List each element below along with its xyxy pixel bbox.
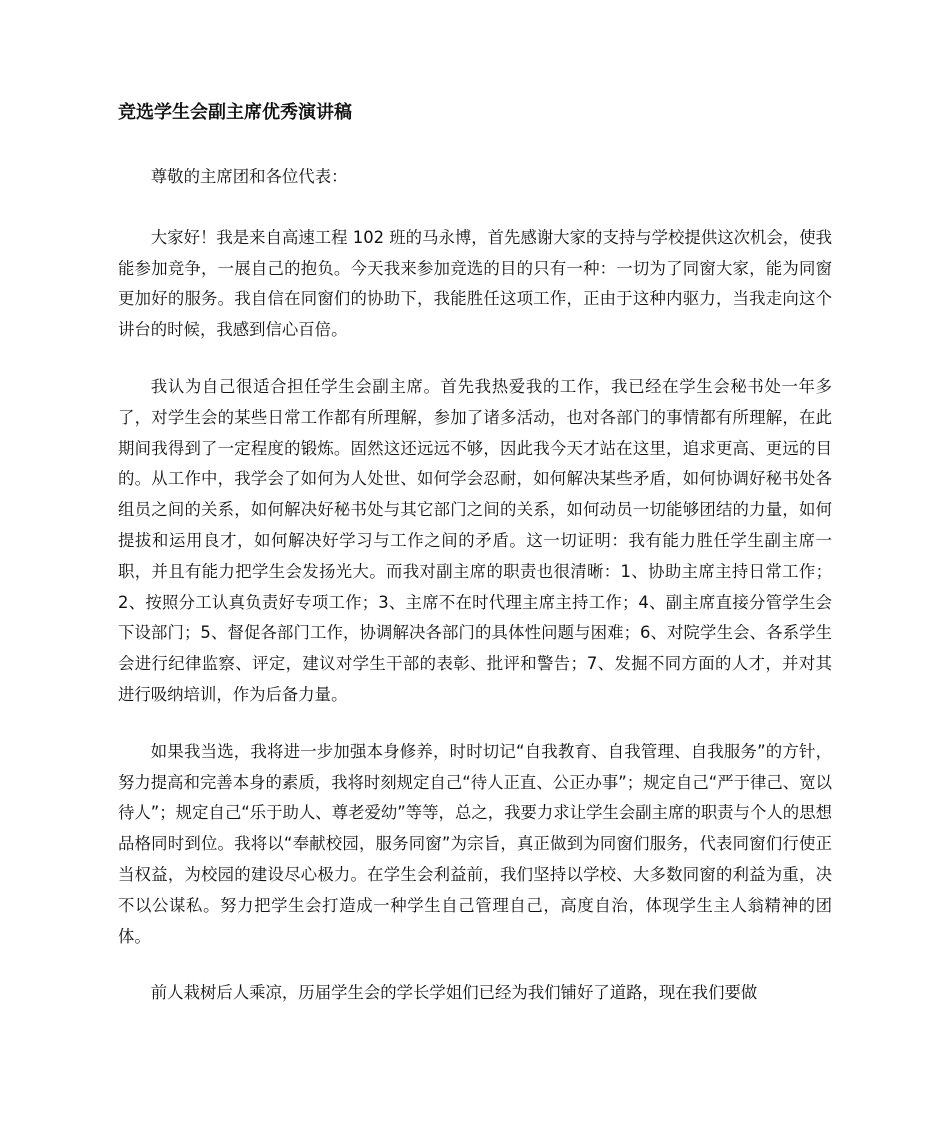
speech-content [118,162,832,1009]
document-title: 竞选学生会副主席优秀演讲稿 [118,102,352,123]
paragraph-commitments: 如果我当选，我将进一步加强本身修养，时时切记“自我教育、自我管理、自我服务”的方针，努力提高和完善本身的素质，我将时刻规定自己“待人正直、公正办事”；规定自己“严于律己、宽以待人”；规定自己“乐于助人、尊老爱幼”等等，总之，我要力求让学生会副主席的职责与个人的思想品格同时到位。我将以“奉献校园，服务同窗”为宗旨，真正做到为同窗们服务，代表同窗们行使正当权益，为校园的建设尽心极力。在学生会利益前，我们坚持以学校、大多数同窗的利益为重，决不以公谋私。努力把学生会打造成一种学生自己管理自己，高度自治，体现学生主人翁精神的团体。 [118,741,832,946]
paragraph-qualifications: 我认为自己很适合担任学生会副主席。首先我热爱我的工作，我已经在学生会秘书处一年多了，对学生会的某些日常工作都有所理解，参加了诸多活动，也对各部门的事情都有所理解，在此期间我得到了一定程度的锻炼。固然这还远远不够，因此我今天才站在这里，追求更高、更远的目的。从工作中，我学会了如何为人处世、如何学会忍耐，如何解决某些矛盾，如何协调好秘书处各组员之间的关系，如何解决好秘书处与其它部门之间的关系，如何动员一切能够团结的力量，如何提拔和运用良才，如何解决好学习与工作之间的矛盾。这一切证明：我有能力胜任学生副主席一职，并且有能力把学生会发扬光大。而我对副主席的职责也很清晰：1、协助主席主持日常工作；2、按照分工认真负责好专项工作；3、主席不在时代理主席主持工作；4、副主席直接分管学生会下设部门；5、督促各部门工作，协调解决各部门的具体性问题与困难；6、对院学生会、各系学生会进行纪律监察、评定，建议对学生干部的表彰、批评和警告；7、发掘不同方面的人才，并对其进行吸纳培训，作为后备力量。 [118,376,832,704]
paragraph-continuation: 前人栽树后人乘凉，历届学生会的学长学姐们已经为我们铺好了道路，现在我们要做 [150,983,758,1003]
salutation: 尊敬的主席团和各位代表： [150,167,348,186]
paragraph-introduction: 大家好！我是来自高速工程 102 班的马永博，首先感谢大家的支持与学校提供这次机会，使我能参加竞争，一展自己的抱负。今天我来参加竞选的目的只有一种：一切为了同窗大家，能为同窗更加好的服务。我自信在同窗们的协助下，我能胜任这项工作，正由于这种内驱力，当我走向这个讲台的时候，我感到信心百倍。 [118,227,832,340]
